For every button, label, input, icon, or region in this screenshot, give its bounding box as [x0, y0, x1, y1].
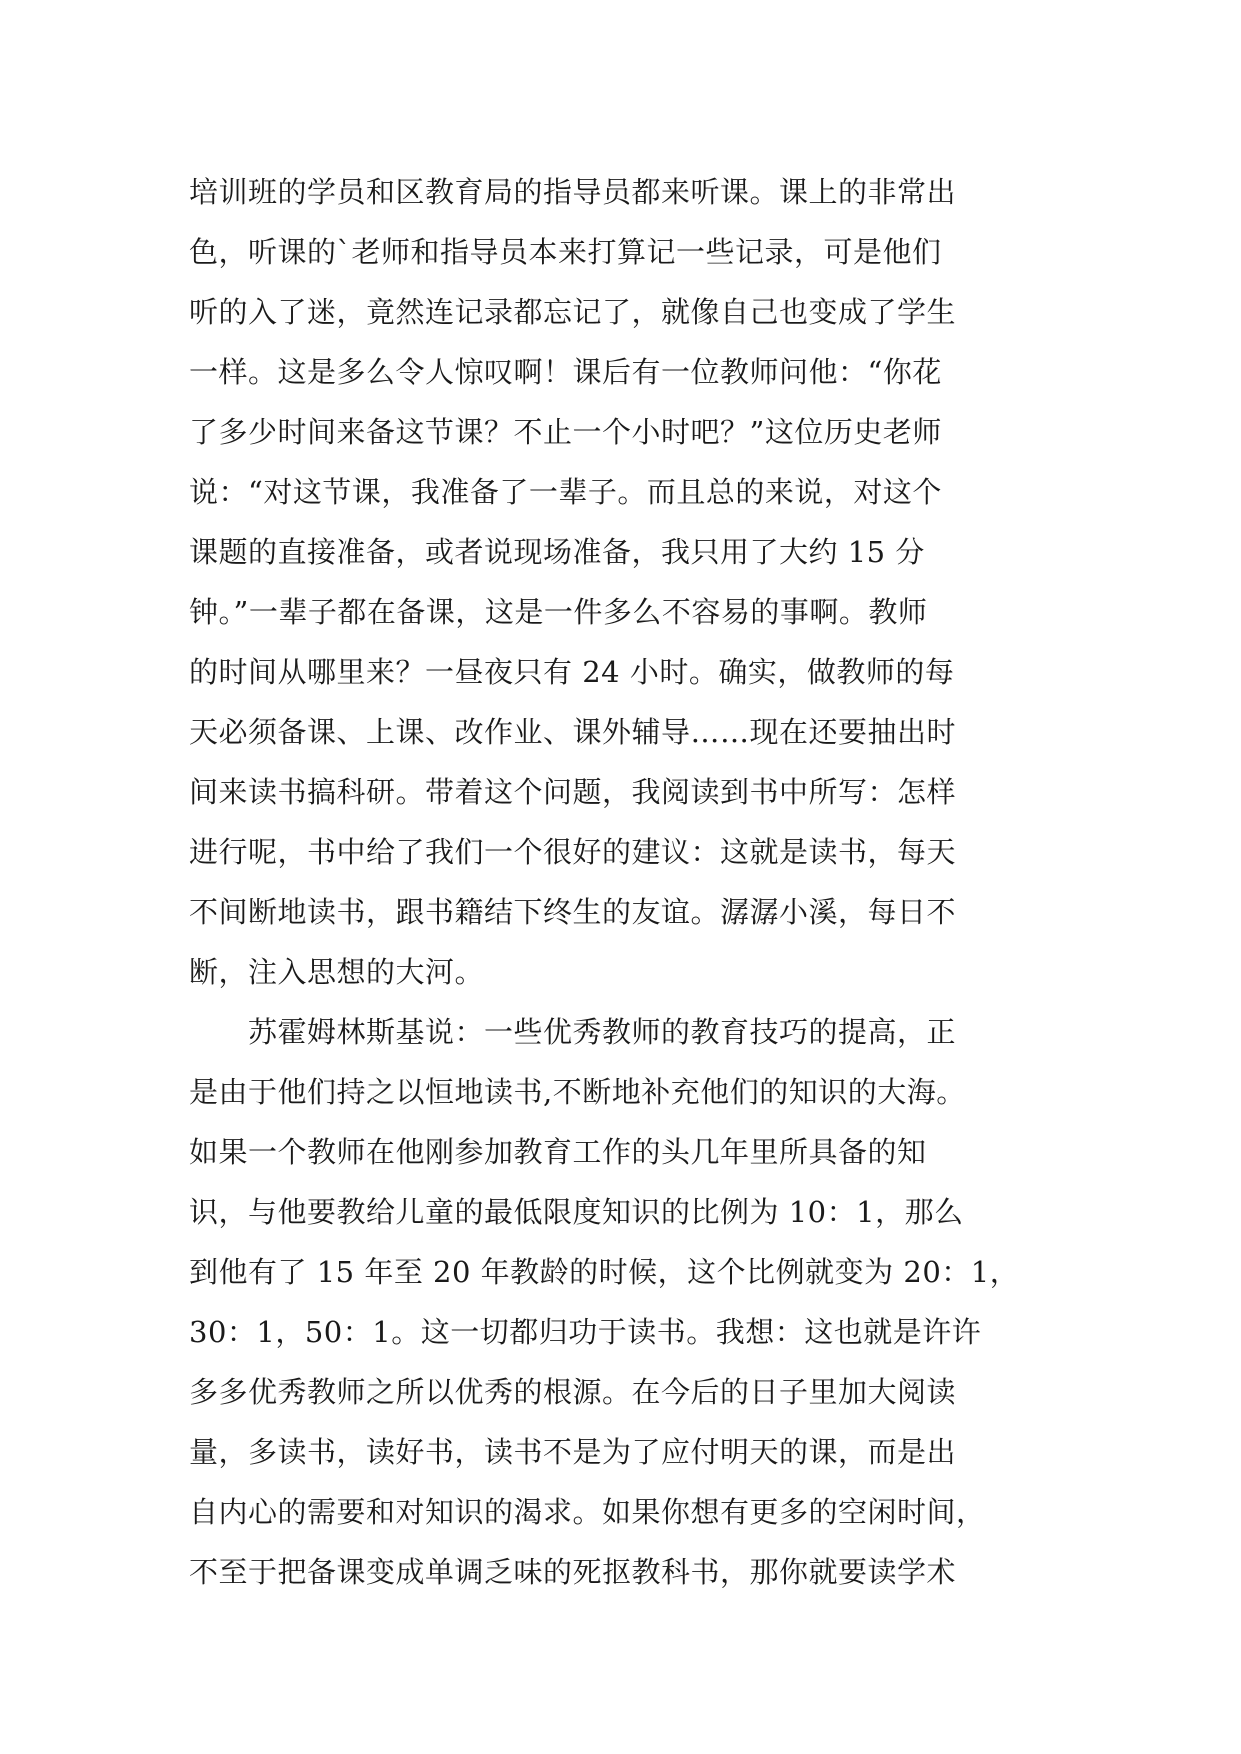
text-line: 多多优秀教师之所以优秀的根源。在今后的日子里加大阅读: [189, 1375, 957, 1409]
text-line: 天必须备课、上课、改作业、课外辅导……现在还要抽出时: [189, 715, 957, 749]
text-line: 课题的直接准备，或者说现场准备，我只用了大约 15 分: [189, 535, 925, 569]
text-line: 断，注入思想的大河。: [189, 955, 485, 989]
text-line: 自内心的需要和对知识的渴求。如果你想有更多的空闲时间，: [189, 1495, 986, 1529]
text-line: 不间断地读书，跟书籍结下终生的友谊。潺潺小溪，每日不: [189, 895, 957, 929]
text-line: 间来读书搞科研。带着这个问题，我阅读到书中所写：怎样: [189, 775, 957, 809]
text-line: 钟。”一辈子都在备课，这是一件多么不容易的事啊。教师: [189, 595, 928, 629]
text-line: 的时间从哪里来？一昼夜只有 24 小时。确实，做教师的每: [189, 655, 955, 689]
text-line: 苏霍姆林斯基说：一些优秀教师的教育技巧的提高，正: [189, 1015, 957, 1049]
text-line: 进行呢，书中给了我们一个很好的建议：这就是读书，每天: [189, 835, 957, 869]
text-line: 识，与他要教给儿童的最低限度知识的比例为 10：1，那么: [189, 1195, 964, 1229]
text-line: 听的入了迷，竟然连记录都忘记了，就像自己也变成了学生: [189, 295, 957, 329]
text-line: 是由于他们持之以恒地读书,不断地补充他们的知识的大海。: [189, 1075, 966, 1109]
text-line: 如果一个教师在他刚参加教育工作的头几年里所具备的知: [189, 1135, 927, 1169]
text-line: 到他有了 15 年至 20 年教龄的时候，这个比例就变为 20：1，: [189, 1255, 1020, 1289]
text-line: 30：1，50：1。这一切都归功于读书。我想：这也就是许许: [189, 1315, 982, 1349]
text-line: 一样。这是多么令人惊叹啊！课后有一位教师问他：“你花: [189, 355, 942, 389]
text-line: 量，多读书，读好书，读书不是为了应付明天的课，而是出: [189, 1435, 957, 1469]
text-line: 了多少时间来备这节课？不止一个小时吧？”这位历史老师: [189, 415, 942, 449]
body-text: [189, 162, 1060, 1602]
text-line: 说：“对这节课，我准备了一辈子。而且总的来说，对这个: [189, 475, 942, 509]
text-line: 不至于把备课变成单调乏味的死抠教科书，那你就要读学术: [189, 1555, 957, 1589]
text-line: 培训班的学员和区教育局的指导员都来听课。课上的非常出: [189, 175, 957, 209]
text-line: 色，听课的`老师和指导员本来打算记一些记录，可是他们: [189, 235, 942, 269]
